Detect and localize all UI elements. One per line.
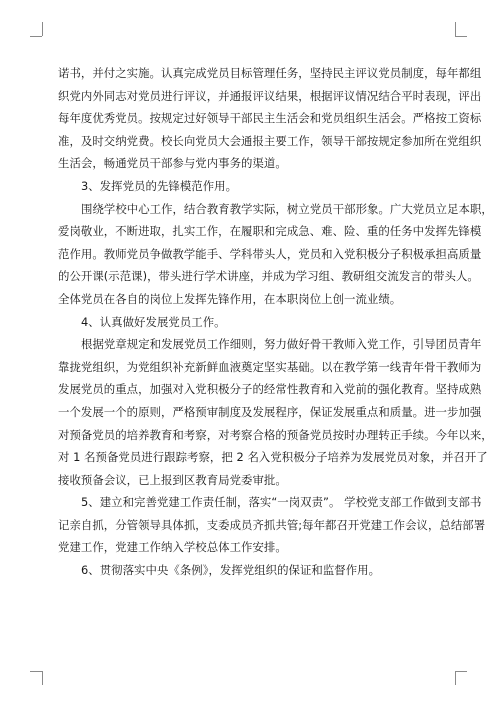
text-line: 靠拢党组织，为党组织补充新鲜血液奠定坚实基础。以在教学第一线青年骨干教师为 (58, 359, 482, 374)
text-line: 接收预备会议，已上报到区教育局党委审批。 (58, 472, 287, 487)
text-line: 根据党章规定和发展党员工作细则，努力做好骨干教师入党工作，引导团员青年 (81, 337, 482, 352)
text-line: 范作用。教师党员争做教学能手、学科带头人，党员和入党积极分子积极承担高质量 (58, 246, 482, 261)
text-line: 爱岗敬业，不断进取，扎实工作，在履职和完成急、难、险、重的任务中发挥先锋模 (58, 224, 482, 239)
text-line: 党建工作，党建工作纳入学校总体工作安排。 (58, 540, 287, 555)
text-line: 记亲自抓，分管领导具体抓，支委成员齐抓共管;每年都召开党建工作会议，总结部署 (58, 517, 486, 532)
text-line: 围绕学校中心工作，结合教育教学实际，树立党员干部形象。广大党员立足本职， (81, 201, 493, 216)
document-body (58, 62, 493, 582)
section-heading (58, 491, 486, 559)
text-line: 一个发展一个的原则，严格预审制度及发展程序，保证发展重点和质量。进一步加强 (58, 404, 482, 419)
text-line: 3、发挥党员的先锋模范作用。 (81, 178, 238, 193)
text-line: 发展党员的重点，加强对入党积极分子的经常性教育和入党前的强化教育。坚持成熟 (58, 382, 482, 397)
text-line: 诺书，并付之实施。认真完成党员目标管理任务，坚持民主评议党员制度，每年都组 (58, 66, 482, 80)
text-line: 4、认真做好发展党员工作。 (81, 314, 226, 329)
text-line: 织党内外同志对党员进行评议，并通报评议结果，根据评议情况结合平时表现，评出 (58, 88, 482, 103)
paragraph (58, 333, 493, 491)
paragraph (58, 62, 482, 175)
text-line: 生活会，畅通党员干部参与党内事务的渠道。 (58, 156, 287, 171)
text-line: 的公开课(示范课)，带头进行学术讲座，并成为学习组、教研组交流发言的带头人。 (58, 269, 479, 284)
text-line: 对 1 名预备党员进行跟踪考察，把 2 名入党积极分子培养为发展党员对象，并召开了 (58, 450, 488, 465)
text-line: 每年度优秀党员。按规定过好领导干部民主生活会和党员组织生活会。严格按工资标 (58, 111, 482, 126)
section-heading (58, 311, 444, 334)
text-line: 全体党员在各自的岗位上发挥先锋作用，在本职岗位上创一流业绩。 (58, 291, 402, 306)
section-heading (58, 175, 444, 198)
text-line: 准，及时交纳党费。校长向党员大会通报主要工作，领导干部按规定参加所在党组织 (58, 133, 482, 148)
paragraph (58, 198, 493, 311)
text-line: 对预备党员的培养教育和考察，对考察合格的预备党员按时办理转正手续。今年以来， (58, 427, 493, 442)
text-line: 6、贯彻落实中央《条例》，发挥党组织的保证和监督作用。 (81, 563, 381, 578)
section-heading (58, 559, 444, 582)
text-line: 5、建立和完善党建工作责任制，落实“一岗双责”。 学校党支部工作做到支部书 (81, 495, 482, 510)
